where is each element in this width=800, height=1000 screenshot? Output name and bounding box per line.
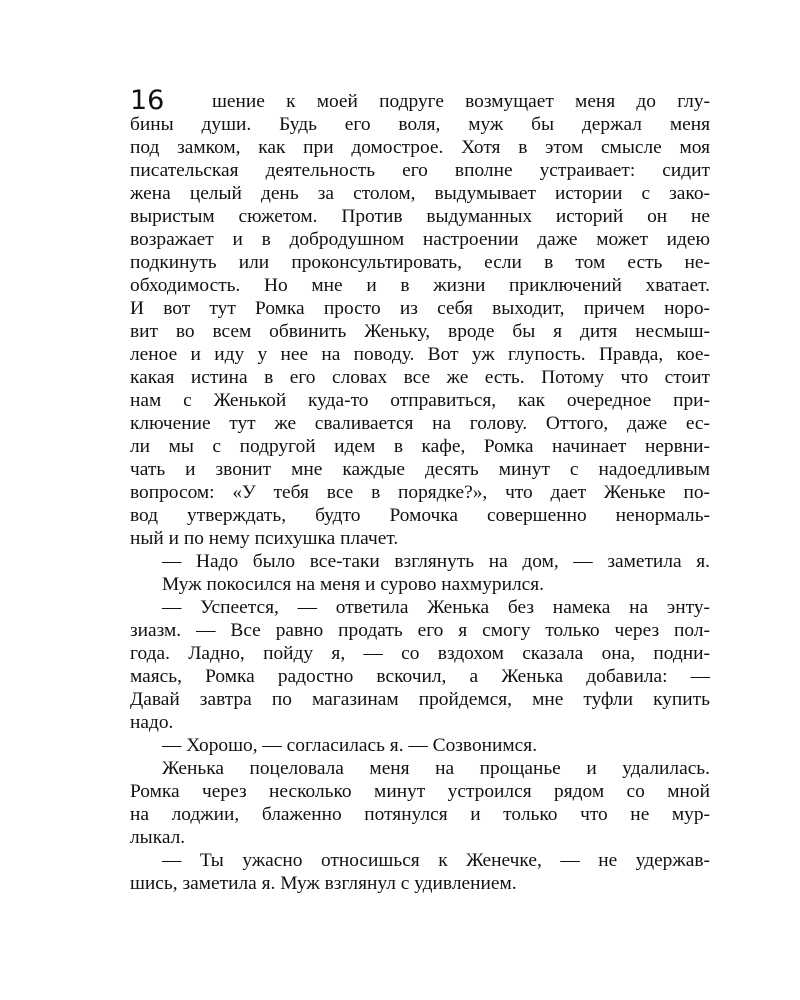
text-line: возражает и в добродушном настроении даже может идею [130,229,710,250]
text-line: Женька поцеловала меня на прощанье и удалилась. [162,758,710,779]
text-line: выристым сюжетом. Против выдуманных историй он не [130,206,710,227]
text-line: Ромка через несколько минут устроился рядом со мной [130,781,710,802]
text-line: шись, заметила я. Муж взглянул с удивлением. [130,873,517,894]
text-line: ли мы с подругой идем в кафе, Ромка начинает нервни- [130,436,710,457]
text-line: вит во всем обвинить Женьку, вроде бы я дитя несмыш- [130,321,710,342]
text-line: на лоджии, блаженно потянулся и только что не мур- [130,804,710,825]
text-line: маясь, Ромка радостно вскочил, а Женька добавила: — [130,666,710,687]
text-line: — Хорошо, — согласилась я. — Созвонимся. [162,735,538,756]
text-line: обходимость. Но мне и в жизни приключений хватает. [130,275,710,296]
text-line: года. Ладно, пойду я, — со вздохом сказала она, подни- [130,643,710,664]
page-number: 16 [130,85,165,116]
text-line: под замком, как при домострое. Хотя в этом смысле моя [130,137,710,158]
text-line: подкинуть или проконсультировать, если в том есть не- [130,252,710,273]
text-line: бины души. Будь его воля, муж бы держал меня [130,114,710,135]
text-line: надо. [130,712,174,733]
text-line: зиазм. — Все равно продать его я смогу только через пол- [130,620,710,641]
text-line: ный и по нему психушка плачет. [130,528,399,549]
text-line: вопросом: «У тебя все в порядке?», что дает Женьке по- [130,482,710,503]
body-text [130,90,710,895]
text-line: И вот тут Ромка просто из себя выходит, причем норо- [130,298,710,319]
text-line: нам с Женькой куда-то отправиться, как очередное при- [130,390,710,411]
text-line: жена целый день за столом, выдумывает истории с зако- [130,183,710,204]
text-line: вод утверждать, будто Ромочка совершенно ненормаль- [130,505,710,526]
text-line: леное и иду у нее на поводу. Вот уж глупость. Правда, кое- [130,344,710,365]
text-line: лыкал. [130,827,186,848]
text-line: — Успеется, — ответила Женька без намека на энту- [162,597,710,618]
text-line: — Ты ужасно относишься к Женечке, — не удержав- [162,850,710,871]
text-line: чать и звонит мне каждые десять минут с надоедливым [130,459,710,480]
text-line: Давай завтра по магазинам пройдемся, мне туфли купить [130,689,710,710]
text-line: Муж покосился на меня и сурово нахмурился. [162,574,545,595]
text-line: шение к моей подруге возмущает меня до глу- [212,91,710,112]
text-line: писательская деятельность его вполне устраивает: сидит [130,160,710,181]
text-line: — Надо было все-таки взглянуть на дом, — заметила я. [162,551,710,572]
text-line: какая истина в его словах все же есть. Потому что стоит [130,367,710,388]
text-line: ключение тут же сваливается на голову. Оттого, даже ес- [130,413,710,434]
